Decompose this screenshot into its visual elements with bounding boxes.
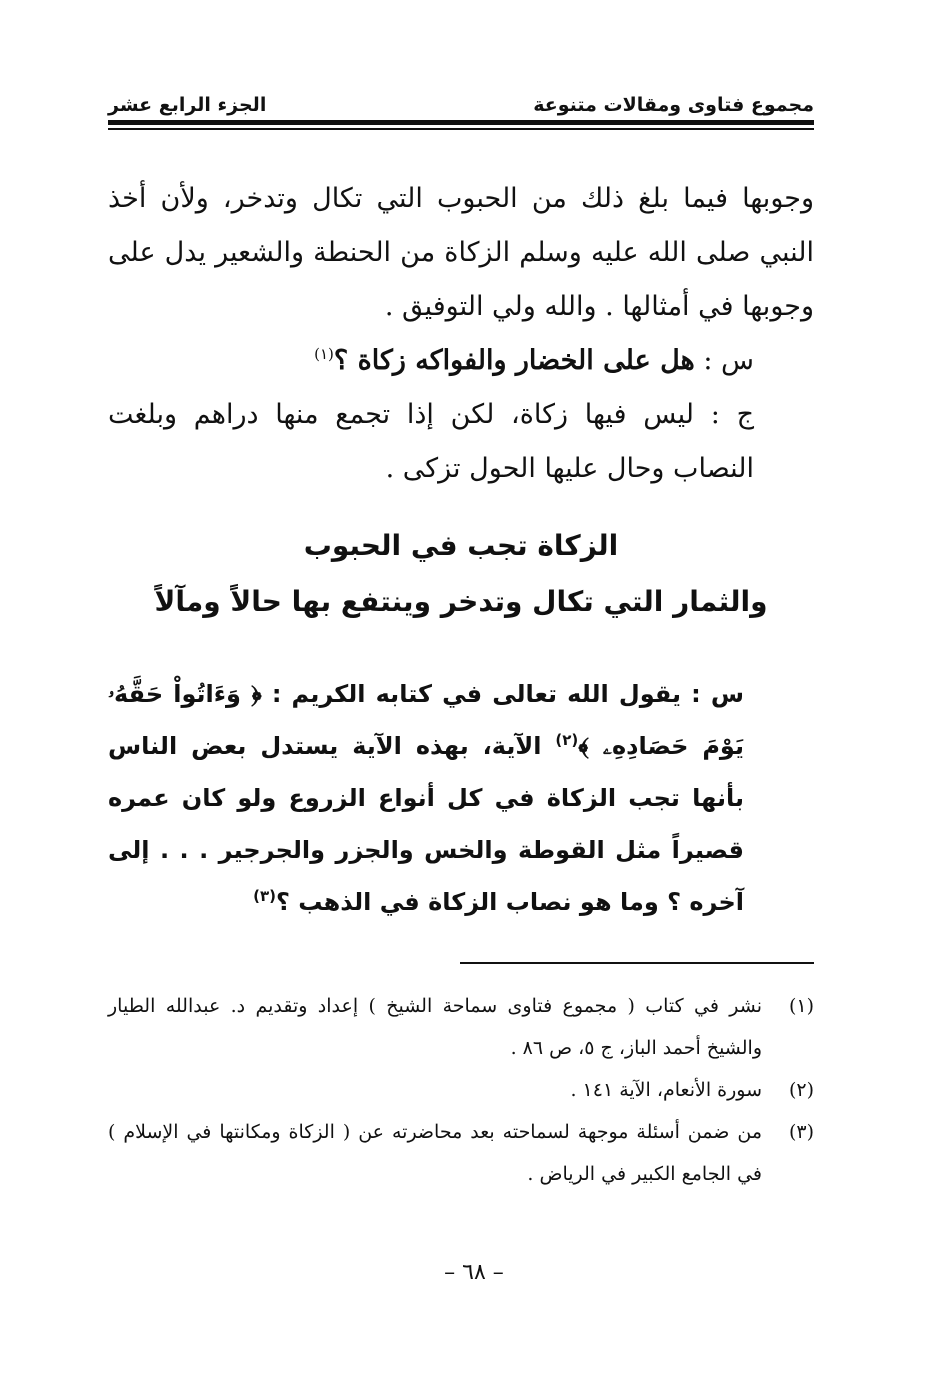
footnote-number: (١) [788,995,814,1017]
answer-1 [108,388,814,496]
quran-verse: ﴿ وَءَاتُواْ حَقَّهُۥ يَوْمَ حَصَادِهِۦ ﴾ [108,680,744,760]
footnote-text: من ضمن أسئلة موجهة لسماحته بعد محاضرته عن ( الزكاة ومكانتها في الإسلام ) في الجامع الكبير في الرياض . [108,1121,762,1185]
footnote-number: (٢) [788,1079,814,1101]
footnote-item [108,1069,814,1111]
footnotes [108,985,814,1195]
footnote-number: (٣) [788,1121,814,1143]
body-paragraph: وجوبها فيما بلغ ذلك من الحبوب التي تكال وتدخر، ولأن أخذ النبي صلى الله عليه وسلم الزكاة من الحنطة والشعير يدل على وجوبها في أمثالها . والله ولي التوفيق . [108,183,814,322]
question-block [108,668,814,928]
question-2-intro: يقول الله تعالى في كتابه الكريم : [271,680,682,708]
section-title [108,518,814,630]
body-text [108,172,814,496]
footnote-separator [460,962,814,964]
question-label: س : [703,345,754,376]
question-2-label: س : [691,680,745,708]
question-2 [108,668,814,928]
page-number: – ٦٨ – [444,1260,504,1285]
footnote-text: سورة الأنعام، الآية ١٤١ . [570,1079,762,1101]
question-2-text: الآية، بهذه الآية يستدل بعض الناس بأنها تجب الزكاة في كل أنواع الزروع ولو كان عمره قصيراً مثل القوطة والخس والجزر والجرجير . . . إلى آخره ؟ وما هو نصاب الزكاة في الذهب ؟ [108,732,744,916]
answer-label: ج : [710,399,754,430]
section-title-line-1: الزكاة تجب في الحبوب [303,529,619,562]
header-rule-thin [108,128,814,130]
question-1 [108,334,814,388]
running-header [108,82,814,116]
header-rule-thick [108,120,814,125]
footnote-ref-1: (١) [314,345,334,363]
header-book-title: مجموع فتاوى ومقالات متنوعة [533,94,814,116]
header-volume: الجزء الرابع عشر [108,94,267,116]
footnote-item [108,985,814,1069]
footnote-text: نشر في كتاب ( مجموع فتاوى سماحة الشيخ ) إعداد وتقديم د. عبدالله الطيار والشيخ أحمد الباز، ج ٥، ص ٨٦ . [108,995,762,1059]
question-text: هل على الخضار والفواكه زكاة ؟ [333,345,695,376]
footnote-ref-3: (٣) [253,887,276,905]
section-title-line-2: والثمار التي تكال وتدخر وينتفع بها حالاً ومآلاً [154,585,768,618]
footnote-ref-2: (٢) [555,731,579,749]
footnote-item [108,1111,814,1195]
answer-text: ليس فيها زكاة، لكن إذا تجمع منها دراهم وبلغت النصاب وحال عليها الحول تزكى . [108,399,754,484]
